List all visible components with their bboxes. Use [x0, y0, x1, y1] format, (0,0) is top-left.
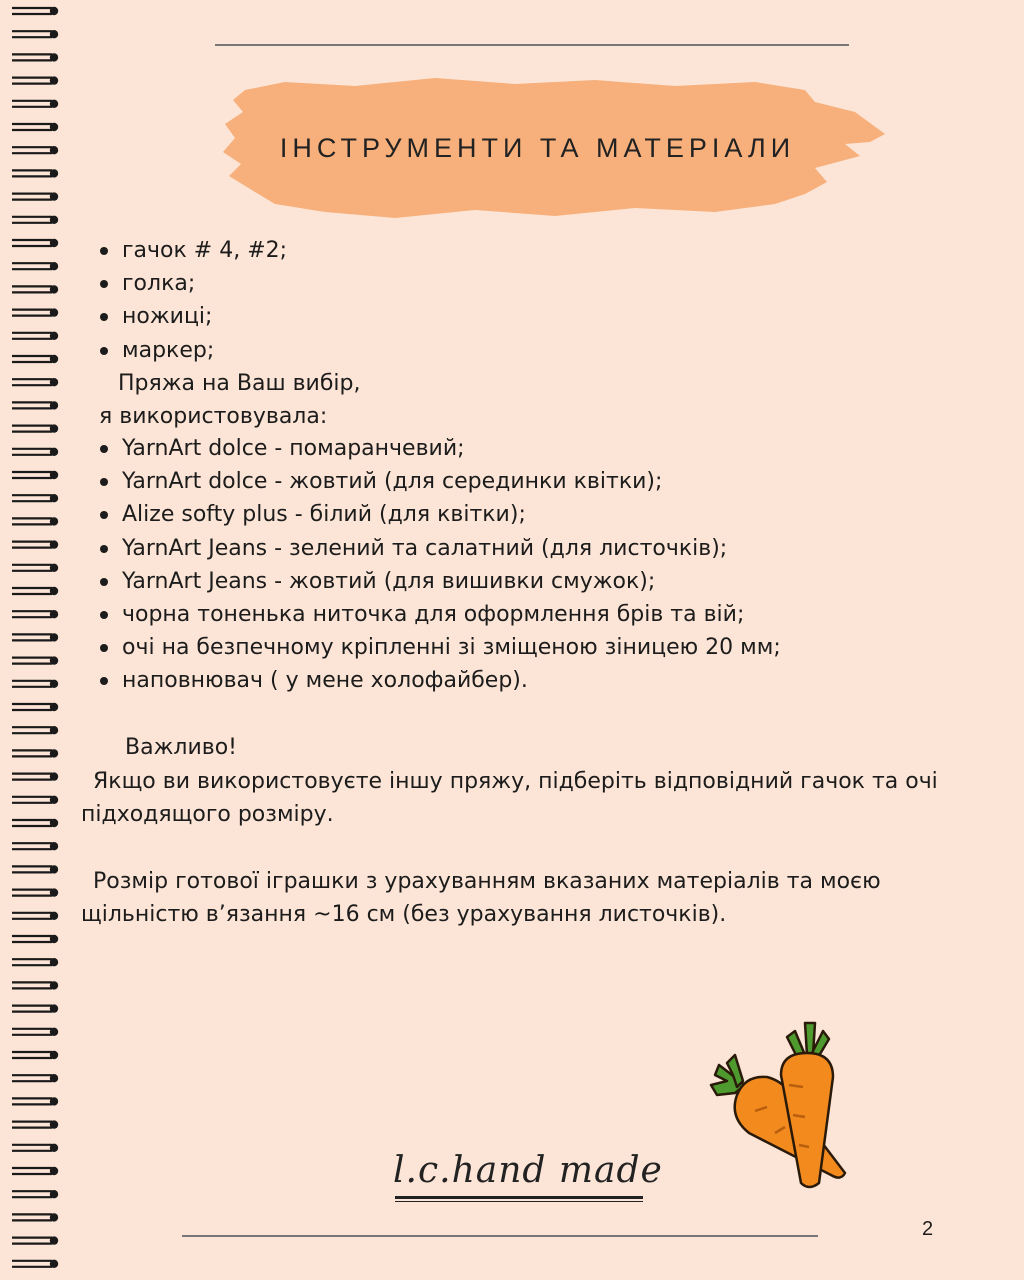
spiral-ring — [12, 1051, 58, 1059]
spiral-ring — [12, 123, 58, 131]
spiral-ring — [12, 1236, 58, 1244]
spiral-ring — [12, 1144, 58, 1152]
brand-logo: l.c.hand made — [393, 1150, 663, 1191]
spiral-ring — [12, 1190, 58, 1198]
spiral-ring — [12, 935, 58, 943]
spiral-ring — [12, 680, 58, 688]
spiral-ring — [12, 494, 58, 502]
spiral-ring — [12, 1028, 58, 1036]
spiral-ring — [12, 564, 58, 572]
yarn-intro-line1: Пряжа на Ваш вибір, — [118, 371, 361, 396]
list-item: наповнювач ( у мене холофайбер). — [97, 664, 781, 697]
spiral-ring — [12, 888, 58, 896]
spiral-ring — [12, 7, 58, 15]
spiral-ring — [12, 842, 58, 850]
list-item: YarnArt dolce - помаранчевий; — [97, 432, 781, 465]
spiral-ring — [12, 819, 58, 827]
list-item: гачок # 4, #2; — [97, 234, 287, 267]
logo-underline — [395, 1196, 643, 1199]
spiral-ring — [12, 865, 58, 873]
list-item: Alize softy plus - білий (для квітки); — [97, 498, 781, 531]
spiral-ring — [12, 726, 58, 734]
spiral-ring — [12, 401, 58, 409]
spiral-ring — [12, 981, 58, 989]
spiral-ring — [12, 355, 58, 363]
spiral-ring — [12, 378, 58, 386]
page-number: 2 — [922, 1218, 934, 1240]
spiral-ring — [12, 1120, 58, 1128]
list-item: очі на безпечному кріпленні зі зміщеною зіницею 20 мм; — [97, 631, 781, 664]
size-text: Розмір готової іграшки з урахуванням вказаних матеріалів та моєю щільністю в’язання ~16 см (без урахування листочків). — [81, 869, 881, 927]
list-item: YarnArt Jeans - зелений та салатний (для листочків); — [97, 532, 781, 565]
spiral-ring — [12, 1213, 58, 1221]
bottom-divider — [182, 1235, 818, 1237]
spiral-ring — [12, 424, 58, 432]
spiral-ring — [12, 1260, 58, 1268]
spiral-ring — [12, 540, 58, 548]
tools-list — [97, 234, 287, 367]
list-item: голка; — [97, 267, 287, 300]
spiral-ring — [12, 703, 58, 711]
list-item: маркер; — [97, 334, 287, 367]
spiral-ring — [12, 30, 58, 38]
list-item: YarnArt Jeans - жовтий (для вишивки смужок); — [97, 565, 781, 598]
spiral-ring — [12, 448, 58, 456]
spiral-ring — [12, 772, 58, 780]
page-title: ІНСТРУМЕНТИ ТА МАТЕРІАЛИ — [279, 133, 796, 163]
spiral-ring — [12, 517, 58, 525]
carrots-illustration — [705, 1015, 855, 1190]
spiral-ring — [12, 1004, 58, 1012]
important-label: Важливо! — [125, 735, 237, 760]
spiral-ring — [12, 610, 58, 618]
spiral-ring — [12, 912, 58, 920]
list-item: YarnArt dolce - жовтий (для серединки квітки); — [97, 465, 781, 498]
spiral-ring — [12, 656, 58, 664]
logo-underline-thin — [395, 1201, 643, 1202]
spiral-ring — [12, 749, 58, 757]
top-divider — [215, 44, 849, 46]
spiral-ring — [12, 239, 58, 247]
spiral-ring — [12, 633, 58, 641]
spiral-ring — [12, 216, 58, 224]
materials-list — [97, 432, 781, 698]
list-item: ножиці; — [97, 300, 287, 333]
spiral-ring — [12, 169, 58, 177]
spiral-ring — [12, 958, 58, 966]
list-item: чорна тоненька ниточка для оформлення брів та вій; — [97, 598, 781, 631]
spiral-ring — [12, 100, 58, 108]
spiral-ring — [12, 1097, 58, 1105]
spiral-ring — [12, 1167, 58, 1175]
notebook-spiral-binding — [0, 0, 70, 1280]
spiral-ring — [12, 1074, 58, 1082]
spiral-ring — [12, 192, 58, 200]
spiral-ring — [12, 285, 58, 293]
spiral-ring — [12, 308, 58, 316]
spiral-ring — [12, 332, 58, 340]
spiral-ring — [12, 53, 58, 61]
yarn-intro-line2: я використовувала: — [99, 404, 328, 429]
spiral-ring — [12, 471, 58, 479]
spiral-ring — [12, 146, 58, 154]
spiral-ring — [12, 76, 58, 84]
spiral-ring — [12, 262, 58, 270]
spiral-ring — [12, 587, 58, 595]
important-text: Якщо ви використовуєте іншу пряжу, підберіть відповідний гачок та очі підходящого розміру. — [81, 769, 938, 827]
spiral-ring — [12, 796, 58, 804]
